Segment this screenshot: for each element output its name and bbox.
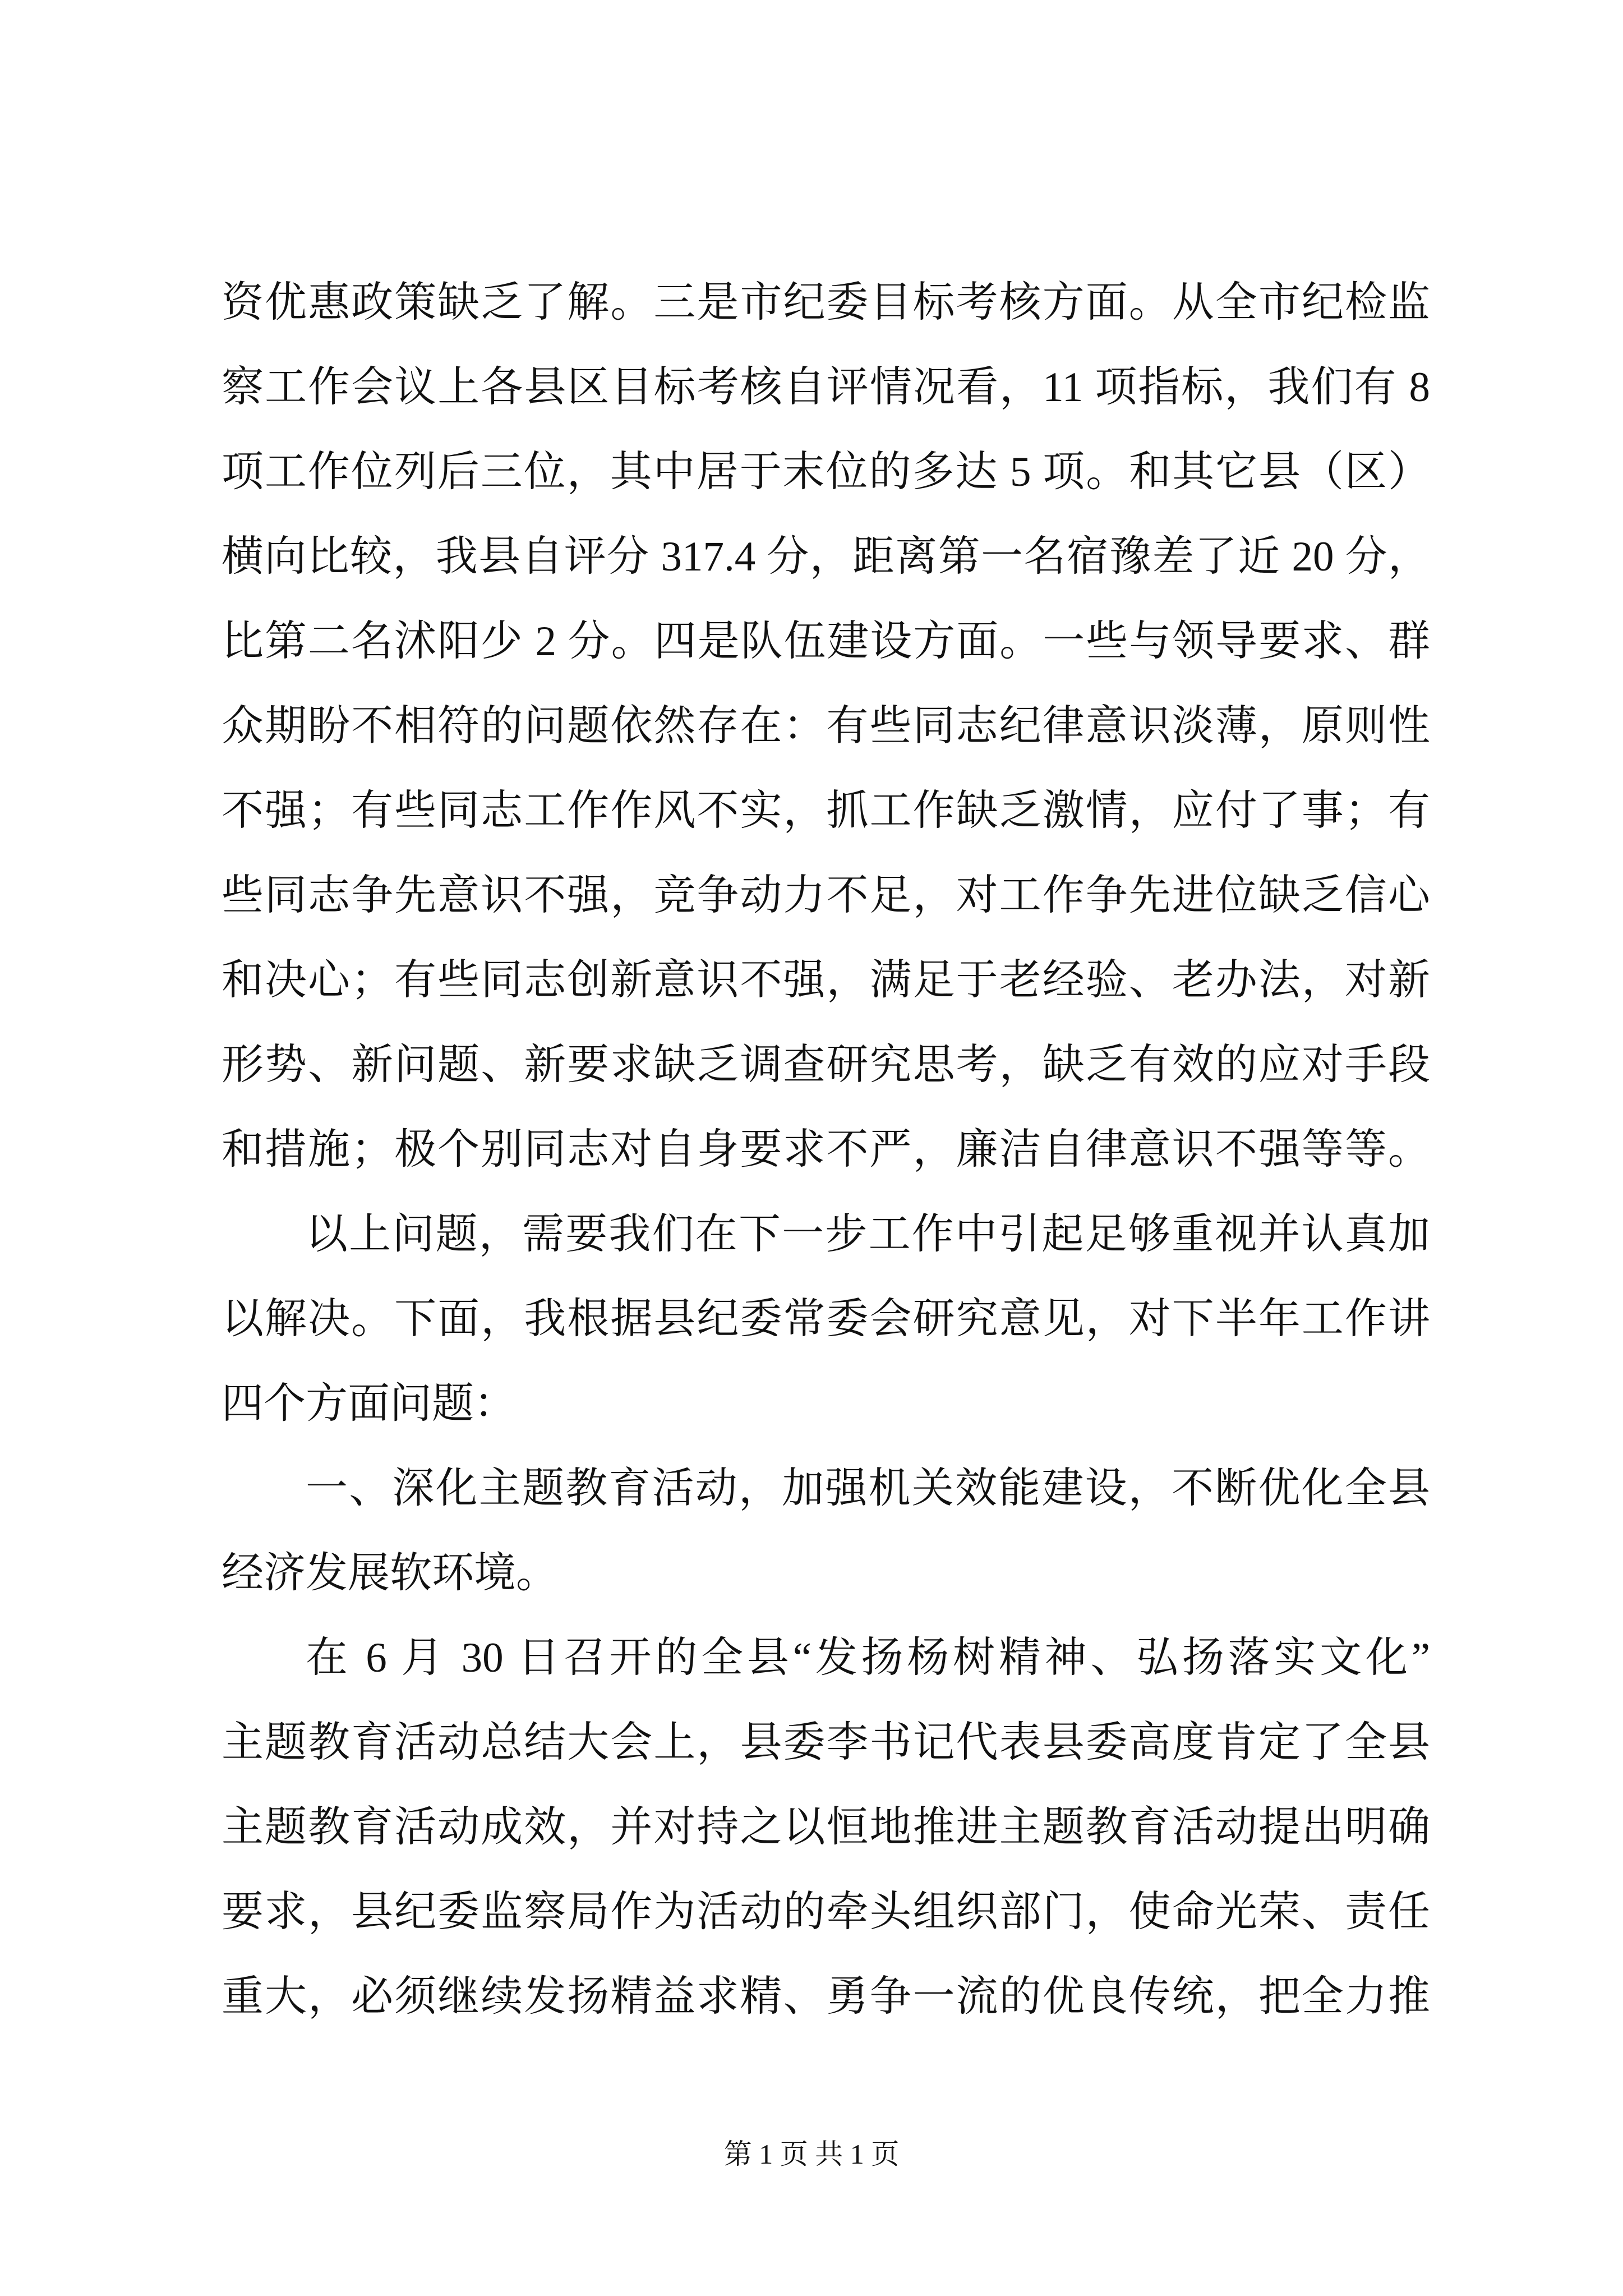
body-text-line: 以解决。下面，我根据县纪委常委会研究意见，对下半年工作讲 [222,1296,1430,1342]
body-text-line: 在 6 月 30 日召开的全县“发扬杨树精神、弘扬落实文化” [306,1635,1430,1681]
body-text-line: 以上问题，需要我们在下一步工作中引起足够重视并认真加 [306,1211,1430,1258]
body-text-line: 经济发展软环境。 [222,1550,559,1596]
body-text-line: 横向比较，我县自评分 317.4 分，距离第一名宿豫差了近 20 分， [222,533,1430,580]
paragraph [222,1192,1430,1446]
body-text-line: 比第二名沭阳少 2 分。四是队伍建设方面。一些与领导要求、群 [222,618,1430,665]
body-text-line: 形势、新问题、新要求缺乏调查研究思考，缺乏有效的应对手段 [222,1042,1430,1088]
body-text-line: 四个方面问题： [222,1381,517,1427]
body-text-line: 和措施；极个别同志对自身要求不严，廉洁自律意识不强等等。 [222,1126,1430,1173]
body-text-line: 众期盼不相符的问题依然存在：有些同志纪律意识淡薄，原则性 [222,703,1430,749]
body-text-line: 主题教育活动成效，并对持之以恒地推进主题教育活动提出明确 [222,1804,1430,1851]
body-text-line: 主题教育活动总结大会上，县委李书记代表县委高度肯定了全县 [222,1719,1430,1766]
paragraph [222,1616,1430,2039]
body-text [222,260,1430,2039]
page-footer [0,2134,1623,2174]
body-text-line: 项工作位列后三位，其中居于末位的多达 5 项。和其它县（区） [222,449,1430,495]
body-text-line: 重大，必须继续发扬精益求精、勇争一流的优良传统，把全力推 [222,1973,1430,2020]
body-text-line: 要求，县纪委监察局作为活动的牵头组织部门，使命光荣、责任 [222,1889,1430,1935]
body-text-line: 和决心；有些同志创新意识不强，满足于老经验、老办法，对新 [222,957,1430,1004]
body-text-line: 一、深化主题教育活动，加强机关效能建设，不断优化全县 [306,1465,1430,1512]
body-text-line: 察工作会议上各县区目标考核自评情况看，11 项指标，我们有 8 [222,364,1430,411]
page-number-label: 第 1 页 共 1 页 [723,2138,900,2170]
body-text-line: 资优惠政策缺乏了解。三是市纪委目标考核方面。从全市纪检监 [222,279,1430,326]
body-text-line: 不强；有些同志工作作风不实，抓工作缺乏激情，应付了事；有 [222,788,1430,834]
paragraph [222,260,1430,1192]
body-text-line: 些同志争先意识不强，竞争动力不足，对工作争先进位缺乏信心 [222,872,1430,919]
section-heading [222,1446,1430,1616]
